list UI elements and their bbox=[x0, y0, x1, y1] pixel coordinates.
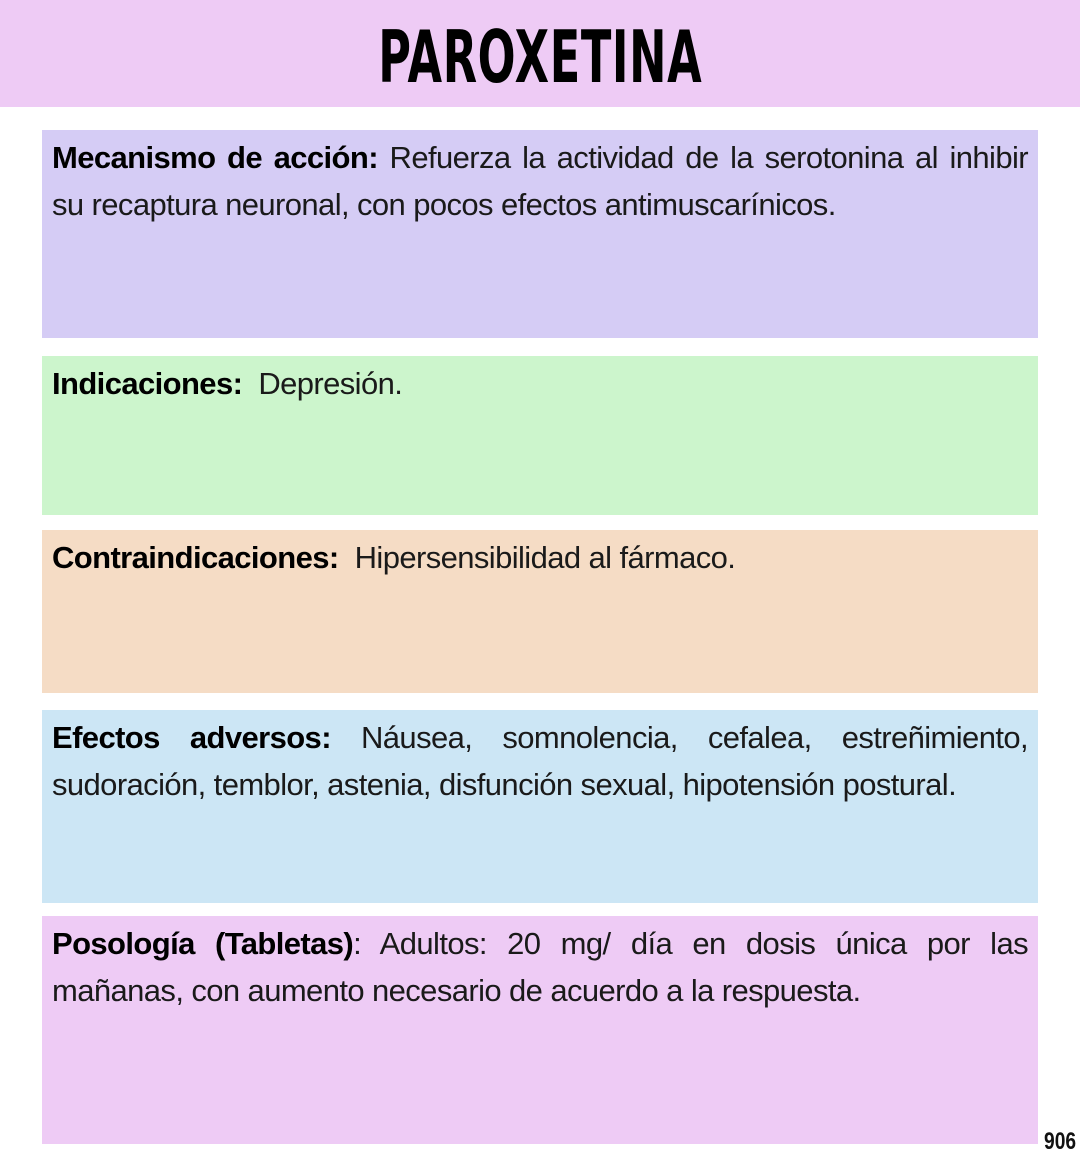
section-mechanism bbox=[42, 130, 1038, 338]
page-title: PAROXETINA bbox=[378, 14, 702, 99]
section-label: Indicaciones: bbox=[52, 366, 243, 401]
section-text: Depresión. bbox=[258, 366, 403, 401]
section-label: Contraindicaciones: bbox=[52, 540, 339, 575]
section-contraindications bbox=[42, 530, 1038, 693]
section-text: Refuerza la actividad de la serotonina al inhibir su recaptura neuronal, con pocos efectos antimuscarínicos. bbox=[52, 140, 1028, 222]
section-label: Efectos adversos: bbox=[52, 720, 331, 755]
section-indications bbox=[42, 356, 1038, 515]
section-text: Hipersensibilidad al fármaco. bbox=[354, 540, 736, 575]
section-label: Posología (Tabletas) bbox=[52, 926, 354, 961]
section-adverse-effects bbox=[42, 710, 1038, 903]
header-banner bbox=[0, 0, 1080, 107]
page-number: 906 bbox=[1043, 1128, 1076, 1155]
section-label: Mecanismo de acción: bbox=[52, 140, 378, 175]
section-dosage bbox=[42, 916, 1038, 1144]
section-text: : Adultos: 20 mg/ día en dosis única por las mañanas, con aumento necesario de acuerdo a la respuesta. bbox=[52, 926, 1028, 1008]
section-text: Náusea, somnolencia, cefalea, estreñimiento, sudoración, temblor, astenia, disfunción sexual, hipotensión postural. bbox=[52, 720, 1029, 802]
